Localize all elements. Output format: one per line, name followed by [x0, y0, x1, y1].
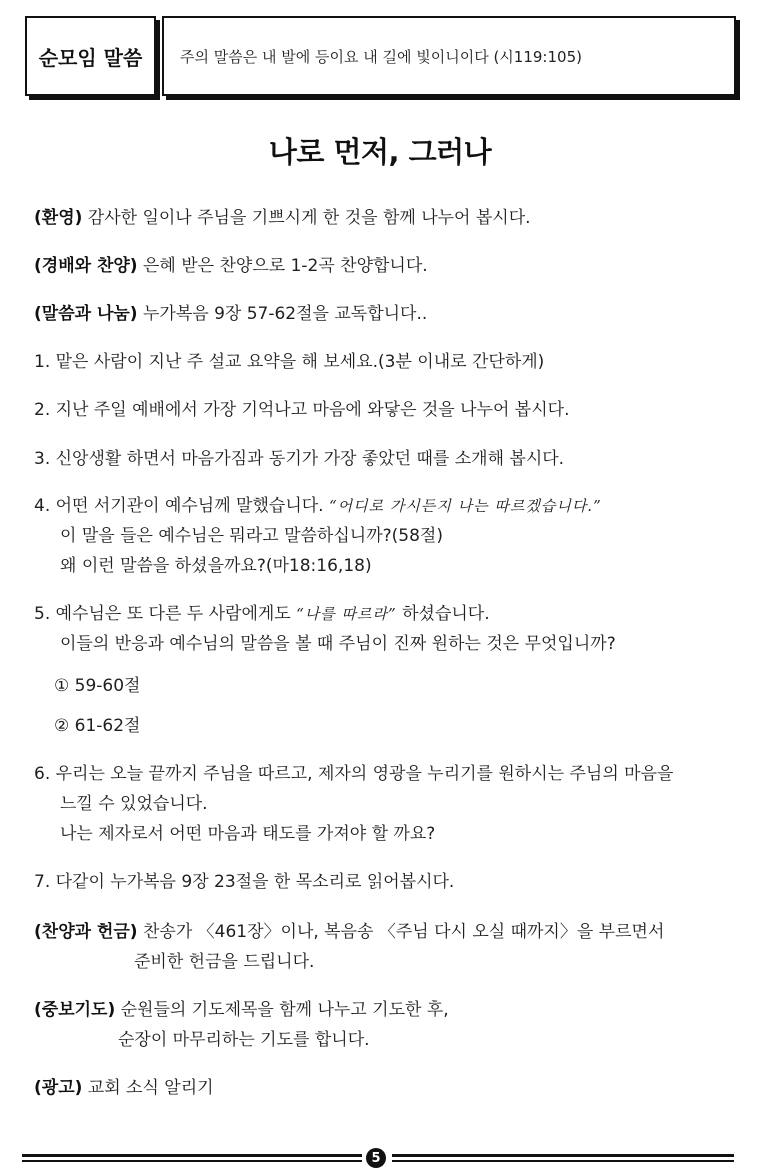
prayer-line [34, 998, 449, 1022]
prayer-line-2: 순장이 마무리하는 기도를 합니다. [118, 1030, 370, 1050]
page-number: 5 [371, 1150, 381, 1166]
notice-text: 교회 소식 알리기 [82, 1078, 214, 1098]
header-label-box [25, 16, 156, 96]
word-text: 누가복음 9장 57-62절을 교독합니다.. [137, 304, 428, 324]
worship-text: 은혜 받은 찬양으로 1-2곡 찬양합니다. [137, 256, 428, 276]
offering-tag: (찬양과 헌금) [34, 922, 138, 942]
footer-rule-left-bottom [22, 1160, 362, 1162]
word-tag: (말씀과 나눔) [34, 304, 138, 324]
question-5-text-end: 하셨습니다. [396, 604, 490, 624]
header-verse-box [162, 16, 736, 96]
question-1: 1. 맡은 사람이 지난 주 설교 요약을 해 보세요.(3분 이내로 간단하게) [34, 352, 545, 372]
worship-line [34, 254, 428, 278]
question-4 [34, 494, 602, 518]
question-5-text: 5. 예수님은 또 다른 두 사람에게도 [34, 604, 297, 624]
page-title: 나로 먼저, 그러나 [268, 135, 492, 169]
question-5 [34, 602, 490, 626]
header-label: 순모임 말씀 [38, 45, 143, 70]
welcome-tag: (환영) [34, 208, 83, 228]
offering-line-2: 준비한 헌금을 드립니다. [134, 952, 315, 972]
offering-text: 찬송가 〈461장〉이나, 복음송 〈주님 다시 오실 때까지〉을 부르면서 [137, 922, 665, 942]
question-4-line-3: 왜 이런 말씀을 하셨을까요?(마18:16,18) [60, 556, 372, 576]
footer-rule-right-top [392, 1154, 734, 1157]
question-4-text: 4. 어떤 서기관이 예수님께 말했습니다. [34, 496, 329, 516]
question-5-sub-2: ② 61-62절 [54, 716, 141, 736]
question-6-line-2: 느낄 수 있었습니다. [60, 794, 208, 814]
footer-rule-right-bottom [392, 1160, 734, 1162]
question-7: 7. 다같이 누가복음 9장 23절을 한 목소리로 읽어봅시다. [34, 872, 455, 892]
question-4-quote: “어디로 가시든지 나는 따르겠습니다.” [328, 497, 602, 515]
header-verse: 주의 말씀은 내 발에 등이요 내 길에 빛이니이다 (시119:105) [180, 47, 582, 66]
notice-line [34, 1076, 214, 1100]
question-3: 3. 신앙생활 하면서 마음가짐과 동기가 가장 좋았던 때를 소개해 봅시다. [34, 449, 565, 469]
question-5-sub-1: ① 59-60절 [54, 676, 141, 696]
question-6: 6. 우리는 오늘 끝까지 주님을 따르고, 제자의 영광을 누리기를 원하시는 주님의 마음을 [34, 764, 674, 784]
question-5-line-2: 이들의 반응과 예수님의 말씀을 볼 때 주님이 진짜 원하는 것은 무엇입니까? [60, 634, 616, 654]
offering-line [34, 920, 664, 944]
page-number-badge [366, 1148, 386, 1168]
question-2: 2. 지난 주일 예배에서 가장 기억나고 마음에 와닿은 것을 나누어 봅시다. [34, 400, 570, 420]
footer-rule-left-top [22, 1154, 362, 1157]
worship-tag: (경배와 찬양) [34, 256, 138, 276]
word-line [34, 302, 427, 326]
question-5-quote: “나를 따르라” [296, 605, 397, 623]
footer [22, 1148, 734, 1168]
welcome-text: 감사한 일이나 주님을 기쁘시게 한 것을 함께 나누어 봅시다. [82, 208, 531, 228]
question-4-line-2: 이 말을 들은 예수님은 뭐라고 말씀하십니까?(58절) [60, 526, 443, 546]
question-6-line-3: 나는 제자로서 어떤 마음과 태도를 가져야 할 까요? [60, 824, 436, 844]
notice-tag: (광고) [34, 1078, 83, 1098]
prayer-text: 순원들의 기도제목을 함께 나누고 기도한 후, [115, 1000, 449, 1020]
prayer-tag: (중보기도) [34, 1000, 116, 1020]
welcome-line [34, 206, 531, 230]
